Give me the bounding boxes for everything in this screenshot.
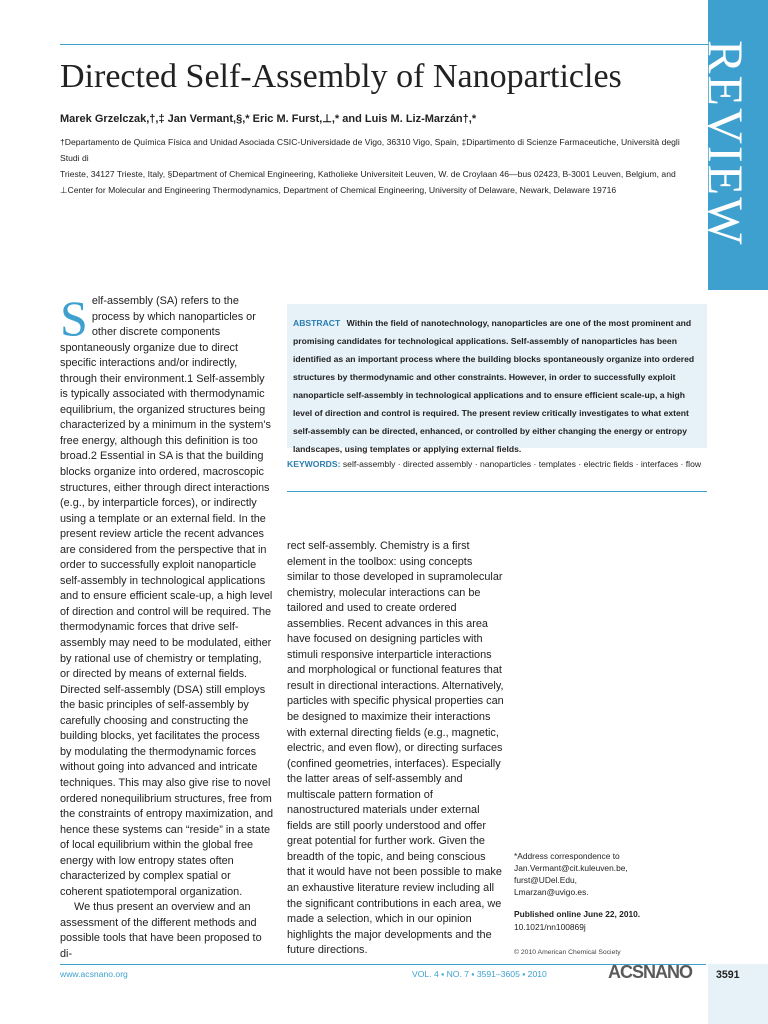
abstract-box <box>287 304 707 454</box>
volume-info: VOL. 4 ▪ NO. 7 ▪ 3591–3605 ▪ 2010 <box>412 969 547 979</box>
email-link[interactable]: furst@UDel.Edu, <box>514 875 577 885</box>
body-paragraph: rect self-assembly. Chemistry is a first element in the toolbox: using concepts similar to those developed in supramolecular chemistry, molecular interactions can be tailored and used to create ordered assemblies. Recent advances in this area have focused on designing particles with stimuli responsive interparticle interactions and morphological or functional features that result in directional interactions. Alternatively, particles with specific physical properties can be designed to maximize their interactions with external directing fields (e.g., magnetic, electric, and even flow), or directing surfaces (confined geometries, interfaces). Especially the latter areas of self-assembly and multiscale pattern formation of nanostructured materials under external fields are still poorly understood and offer great potential for further work. Given the breadth of the topic, and being conscious that it would have not been possible to make an exhaustive literature review including all the significant contributions in each area, we made a selection, which in our opinion highlights the major developments and the future directions. <box>287 540 504 957</box>
affiliation-line: ⊥Center for Molecular and Engineering Thermodynamics, Department of Chemical Engineering, University of Delaware, Newark, Delaware 19716 <box>60 185 617 195</box>
author-list: Marek Grzelczak,†,‡ Jan Vermant,§,* Eric M. Furst,⊥,* and Luis M. Liz-Marzán†,* <box>60 113 477 125</box>
drop-cap: S <box>60 290 88 346</box>
keywords-text: self-assembly · directed assembly · nanoparticles · templates · electric fields · interfaces · flow <box>342 459 702 469</box>
body-paragraph: We thus present an overview and an assessment of the different methods and possible tools that have been proposed to di- <box>60 901 262 960</box>
affiliation-line: Trieste, 34127 Trieste, Italy, §Department of Chemical Engineering, Katholieke Universiteit Leuven, W. de Croylaan 46—bus 02423, B-3001 Leuven, Belgium, and <box>60 169 676 179</box>
page-number: 3591 <box>716 969 740 981</box>
correspondence-note <box>514 850 704 898</box>
section-label: REVIEW <box>698 40 754 247</box>
journal-url[interactable]: www.acsnano.org <box>60 969 128 979</box>
publication-info <box>514 908 704 934</box>
email-link[interactable]: Jan.Vermant@cit.kuleuven.be, <box>514 863 628 873</box>
body-column-middle <box>287 539 504 959</box>
article-title: Directed Self-Assembly of Nanoparticles <box>60 58 622 95</box>
copyright: © 2010 American Chemical Society <box>514 949 621 956</box>
body-paragraph: elf-assembly (SA) refers to the process by which nanoparticles or other discrete components spontaneously organize due to direct specific interactions and/or indirectly, through their environment.1 Self-assembly is typically associated with thermodynamic equilibrium, the organized structures being characterized by a minimum in the system's free energy, although this definition is too broad.2 Essential in SA is that the building blocks organize into ordered, macroscopic structures, either through direct interactions (e.g., by interparticle forces), or indirectly using a template or an external field. In the present review article the recent advances are considered from the perspective that in order to successfully exploit nanoparticle self-assembly in technological applications and to ensure efficient scale-up, a high level of direction and control will be required. The thermodynamic forces that drive self-assembly may need to be modulated, either by rational use of chemistry or templating, or directed by means of external fields. Directed self-assembly (DSA) still employs the basic principles of self-assembly by carefully choosing and constructing the building blocks, yet facilitates the process by modulating the thermodynamic forces without going into advanced and intricate techniques. This may also give rise to novel ordered nonequilibrium structures, free from the constraints of entropy maximization, and hence these systems can “reside” in a state of local equilibrium within the global free energy with low entropy states often characterized by complex spatial or coherent spatiotemporal organization. <box>60 295 274 898</box>
doi-link[interactable]: 10.1021/nn100869j <box>514 922 586 932</box>
body-column-left <box>60 290 274 963</box>
abstract-label: ABSTRACT <box>293 318 341 328</box>
keywords-rule <box>287 491 707 492</box>
correspondence-line: *Address correspondence to <box>514 851 620 861</box>
email-link[interactable]: Lmarzan@uvigo.es. <box>514 887 589 897</box>
affiliation-line: †Departamento de Química Física and Unidad Asociada CSIC-Universidade de Vigo, 36310 Vigo, Spain, ‡Dipartimento di Scienze Farmaceutiche, Università degli Studi di <box>60 137 680 163</box>
header-rule <box>60 44 708 45</box>
affiliations <box>60 134 700 198</box>
abstract-text: Within the field of nanotechnology, nanoparticles are one of the most prominent and promising candidates for technological applications. Self-assembly of nanoparticles has been identified as an important process where the building blocks spontaneously organize into ordered structures by thermodynamic and other constraints. However, in order to successfully exploit nanoparticle self-assembly in technological applications and to ensure efficient scale-up, a high level of direction and control is required. The present review critically investigates to what extent self-assembly can be directed, enhanced, or controlled by either changing the energy or entropy landscapes, using templates or applying external fields. <box>293 318 695 454</box>
journal-logo: ACSNANO <box>608 962 693 982</box>
keywords <box>287 458 707 471</box>
published-date: Published online June 22, 2010. <box>514 909 641 919</box>
keywords-label: KEYWORDS: <box>287 459 341 469</box>
